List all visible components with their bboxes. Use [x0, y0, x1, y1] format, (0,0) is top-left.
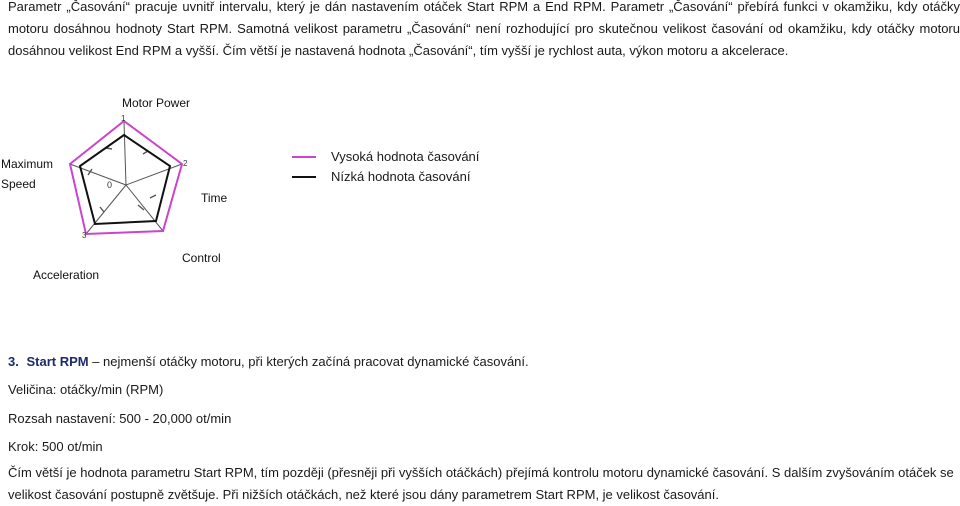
label-control: Control — [182, 251, 221, 265]
tick-label-3: 3 — [82, 231, 87, 240]
axis-max-speed — [70, 164, 126, 185]
tick-mark — [100, 207, 104, 212]
radar-axes — [70, 121, 182, 234]
intro-paragraph: Parametr „Časování“ pracuje uvnitř intervalu, který je dán nastavením otáček Start RPM a End RPM. Parametr „Časování“ přebírá funkci v okamžiku, kdy otáčky motoru dosáhnou hodnoty Start RPM. Samotná velikost parametru „Časování“ není rozhodující pro skutečnou velikost časování od okamžiku, kdy otáčky motoru dosáhnou velikost End RPM a vyšší. Čím větší je nastavená hodnota „Časování“, tím vyšší je rychlost auta, výkon motoru a akcelerace. — [8, 0, 960, 58]
label-acceleration: Acceleration — [33, 268, 100, 282]
legend-swatch-low — [292, 176, 316, 178]
tick-label-0: 0 — [107, 180, 113, 190]
axis-ticks — [88, 148, 156, 212]
axis-time — [126, 164, 182, 185]
label-time: Time — [201, 191, 228, 205]
axis-motor-power — [124, 121, 126, 185]
tick-label-1: 1 — [121, 114, 126, 123]
section-number: 3. — [8, 354, 19, 369]
label-motor-power: Motor Power — [122, 96, 191, 110]
legend-low-timing — [292, 169, 470, 184]
detail-range: Rozsah nastavení: 500 - 20,000 ot/min — [8, 411, 232, 426]
legend-high-timing — [292, 149, 479, 164]
closing-paragraph: Čím větší je hodnota parametru Start RPM, tím později (přesněji při vyšších otáčkách) přejímá kontrolu motoru dynamické časování. S dalším zvyšováním otáček se velikost časování postupně zvětšuje. Při nižších otáčkách, než které jsou dány parametrem Start RPM, je velikost časování. — [8, 465, 954, 502]
tick-mark — [150, 195, 156, 198]
label-speed: Speed — [1, 177, 36, 191]
section-term: Start RPM — [26, 354, 89, 369]
legend-label-low: Nízká hodnota časování — [331, 169, 471, 184]
tick-label-2: 2 — [183, 159, 188, 168]
section-heading — [8, 354, 529, 369]
label-maximum: Maximum — [1, 157, 54, 171]
axis-control — [126, 185, 163, 231]
legend-label-high: Vysoká hodnota časování — [331, 149, 480, 164]
section-description: – nejmenší otáčky motoru, při kterých začíná pracovat dynamické časování. — [88, 354, 529, 369]
legend-swatch-high — [292, 156, 316, 158]
detail-step: Krok: 500 ot/min — [8, 439, 103, 454]
detail-quantity: Veličina: otáčky/min (RPM) — [8, 382, 164, 397]
